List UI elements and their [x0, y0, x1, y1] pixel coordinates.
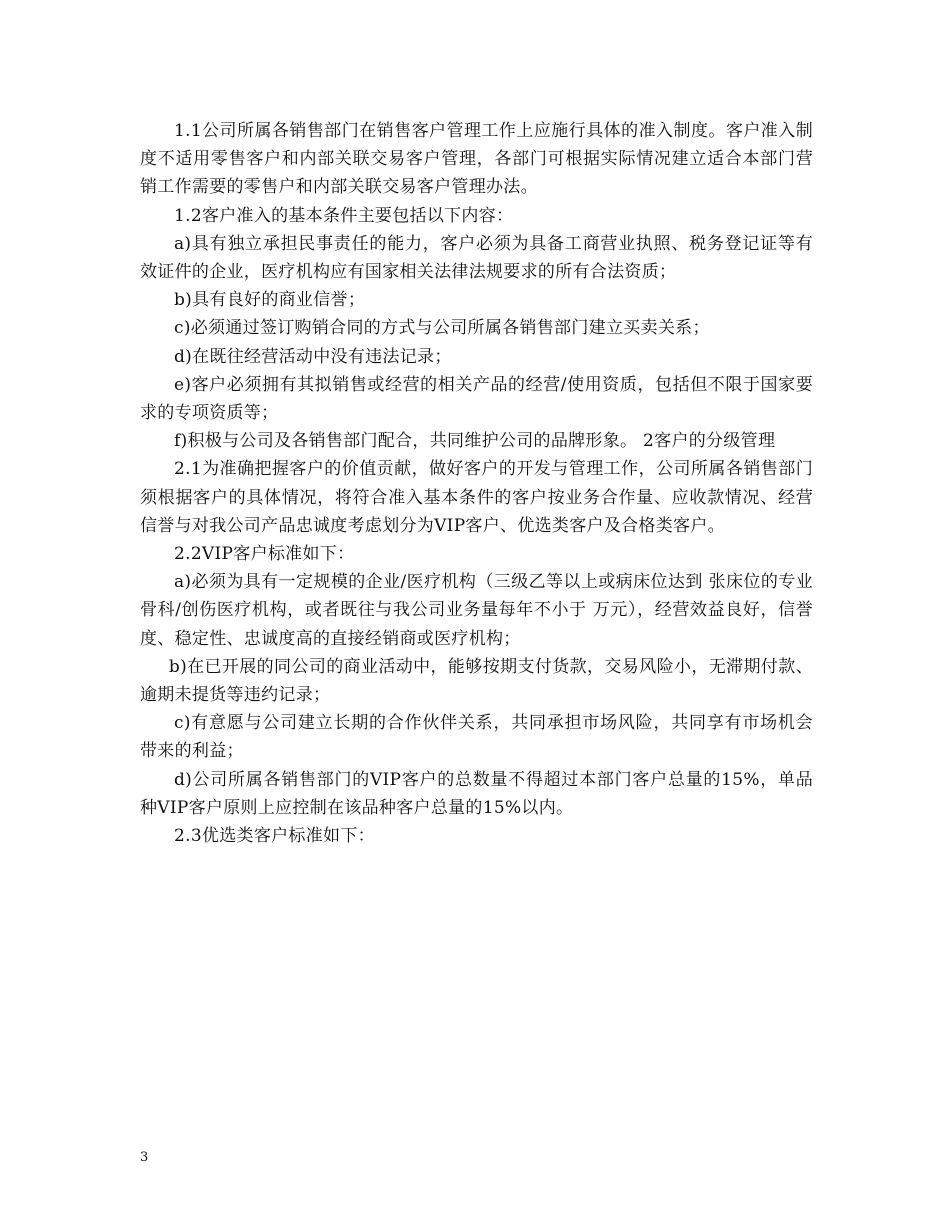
- paragraph-vip-d: d)公司所属各销售部门的VIP客户的总数量不得超过本部门客户总量的15%，单品种VIP客户原则上应控制在该品种客户总量的15%以内。: [140, 769, 813, 818]
- paragraph-item-e: e)客户必须拥有其拟销售或经营的相关产品的经营/使用资质，包括但不限于国家要求的专项资质等；: [140, 374, 813, 424]
- paragraph-item-d: d)在既往经营活动中没有违法记录；: [174, 346, 452, 367]
- paragraph-item-b: b)具有良好的商业信誉；: [174, 290, 366, 311]
- paragraph-1-1: 1.1公司所属各销售部门在销售客户管理工作上应施行具体的准入制度。客户准入制度不适用零售客户和内部关联交易客户管理，各部门可根据实际情况建立适合本部门营销工作需要的零售户和内部关联交易客户管理办法。: [140, 121, 813, 198]
- paragraph-2-3: 2.3优选类客户标准如下：: [174, 826, 375, 847]
- paragraph-vip-b: b)在已开展的同公司的商业活动中，能够按期支付货款，交易风险小，无滞期付款、逾期未提货等违约记录；: [140, 656, 813, 706]
- paragraph-vip-c: c)有意愿与公司建立长期的合作伙伴关系，共同承担市场风险，共同享有市场机会带来的利益；: [140, 713, 813, 762]
- paragraph-item-c: c)必须通过签订购销合同的方式与公司所属各销售部门建立买卖关系；: [174, 318, 710, 339]
- paragraph-vip-a: a)必须为具有一定规模的企业/医疗机构（三级乙等以上或病床位达到 张床位的专业骨科/创伤医疗机构，或者既往与我公司业务量每年不小于 万元），经营效益良好，信誉度、稳定性、忠诚度高的直接经销商或医疗机构；: [140, 572, 813, 649]
- paragraph-2-2: 2.2VIP客户标准如下：: [174, 544, 355, 565]
- paragraph-item-f: f)积极与公司及各销售部门配合，共同维护公司的品牌形象。 2客户的分级管理: [174, 431, 776, 452]
- document-body: [140, 117, 813, 850]
- paragraph-item-a: a)具有独立承担民事责任的能力，客户必须为具备工商营业执照、税务登记证等有效证件的企业，医疗机构应有国家相关法律法规要求的所有合法资质；: [140, 233, 813, 283]
- page-number: 3: [140, 1150, 149, 1165]
- paragraph-1-2: 1.2客户准入的基本条件主要包括以下内容：: [174, 205, 514, 226]
- paragraph-2-1: 2.1为准确把握客户的价值贡献，做好客户的开发与管理工作，公司所属各销售部门须根据客户的具体情况，将符合准入基本条件的客户按业务合作量、应收款情况、经营信誉与对我公司产品忠诚度考虑划分为VIP客户、优选类客户及合格类客户。: [140, 459, 813, 536]
